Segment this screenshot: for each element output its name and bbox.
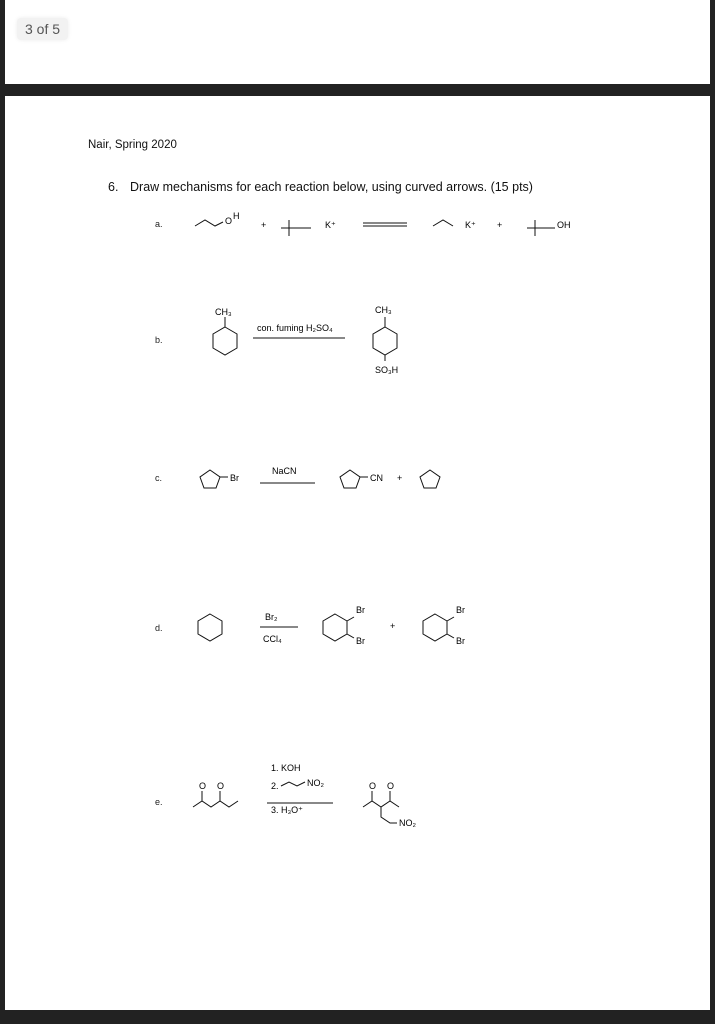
solvent-label: CCl₄ — [263, 634, 282, 644]
step-1: 1. KOH — [271, 763, 301, 773]
step-3: 3. H₃O⁺ — [271, 805, 303, 815]
sulfonic-acid-group: SO₃H — [375, 365, 399, 375]
page-header: Nair, Spring 2020 — [88, 139, 177, 151]
reaction-b-scheme — [195, 301, 435, 381]
reaction-a-scheme — [185, 204, 585, 244]
hydroxyl-label: OH — [557, 220, 571, 230]
product-chain — [363, 801, 399, 807]
plus-sign: + — [261, 220, 267, 230]
plus-sign-2: + — [497, 220, 503, 230]
reagent-label: NaCN — [272, 466, 297, 476]
product-ring — [373, 327, 397, 355]
page-counter: 3 of 5 — [17, 18, 68, 40]
product-nitro-group: NO₂ — [399, 818, 416, 828]
bromine-label-4: Br — [456, 636, 465, 646]
reaction-c-label: c. — [155, 473, 163, 483]
next-page-divider — [0, 1010, 715, 1024]
bromine-reagent: Br₂ — [265, 612, 278, 622]
reagent-label: con. fuming H₂SO₄ — [257, 323, 333, 333]
dibromide-ring-2 — [423, 614, 447, 641]
product-oxygen-2: O — [387, 781, 395, 791]
reaction-b-label: b. — [155, 335, 163, 345]
reaction-d-scheme — [190, 601, 490, 661]
methyl-group: CH₃ — [215, 307, 232, 317]
hydrogen-label: H — [233, 211, 240, 221]
reaction-d-label: d. — [155, 623, 163, 633]
reaction-e-scheme — [185, 761, 425, 841]
cyano-group: CN — [370, 473, 383, 483]
oxygen-label-1: O — [199, 781, 207, 791]
bromine-label-2: Br — [356, 636, 365, 646]
propoxide-chain — [433, 220, 453, 226]
bromine-label-3: Br — [456, 605, 465, 615]
product-side-chain — [381, 807, 397, 823]
question-text: Draw mechanisms for each reaction below, using curved arrows. (15 pts) — [130, 180, 533, 194]
reaction-a-label: a. — [155, 219, 163, 229]
bromine-label-1: Br — [356, 605, 365, 615]
product-oxygen-1: O — [369, 781, 377, 791]
plus-sign: + — [397, 473, 403, 483]
reaction-e-label: e. — [155, 797, 163, 807]
reaction-c-scheme — [190, 460, 450, 500]
product-ring — [340, 470, 360, 488]
diketone-chain — [193, 801, 238, 807]
propanol-chain — [195, 220, 223, 226]
potassium-label: K⁺ — [325, 220, 336, 230]
question-6 — [108, 180, 533, 194]
question-number: 6. — [108, 180, 119, 194]
oxygen-label: O — [225, 216, 233, 226]
nitroalkene-chain — [281, 782, 305, 786]
cyclopentene-ring — [420, 470, 440, 488]
cyclopentyl-ring — [200, 470, 220, 488]
bromine-label: Br — [230, 473, 239, 483]
toluene-ring — [213, 327, 237, 355]
document-page — [5, 96, 710, 1010]
nitro-group: NO₂ — [307, 778, 324, 788]
trans-dibromide-ring — [323, 614, 347, 641]
product-methyl-group: CH₃ — [375, 305, 392, 315]
oxygen-label-2: O — [217, 781, 225, 791]
potassium-label-2: K⁺ — [465, 220, 476, 230]
cyclohexene-ring — [198, 614, 222, 641]
previous-page-bottom — [5, 0, 710, 84]
step-2: 2. — [271, 781, 279, 791]
plus-sign: + — [390, 621, 396, 631]
